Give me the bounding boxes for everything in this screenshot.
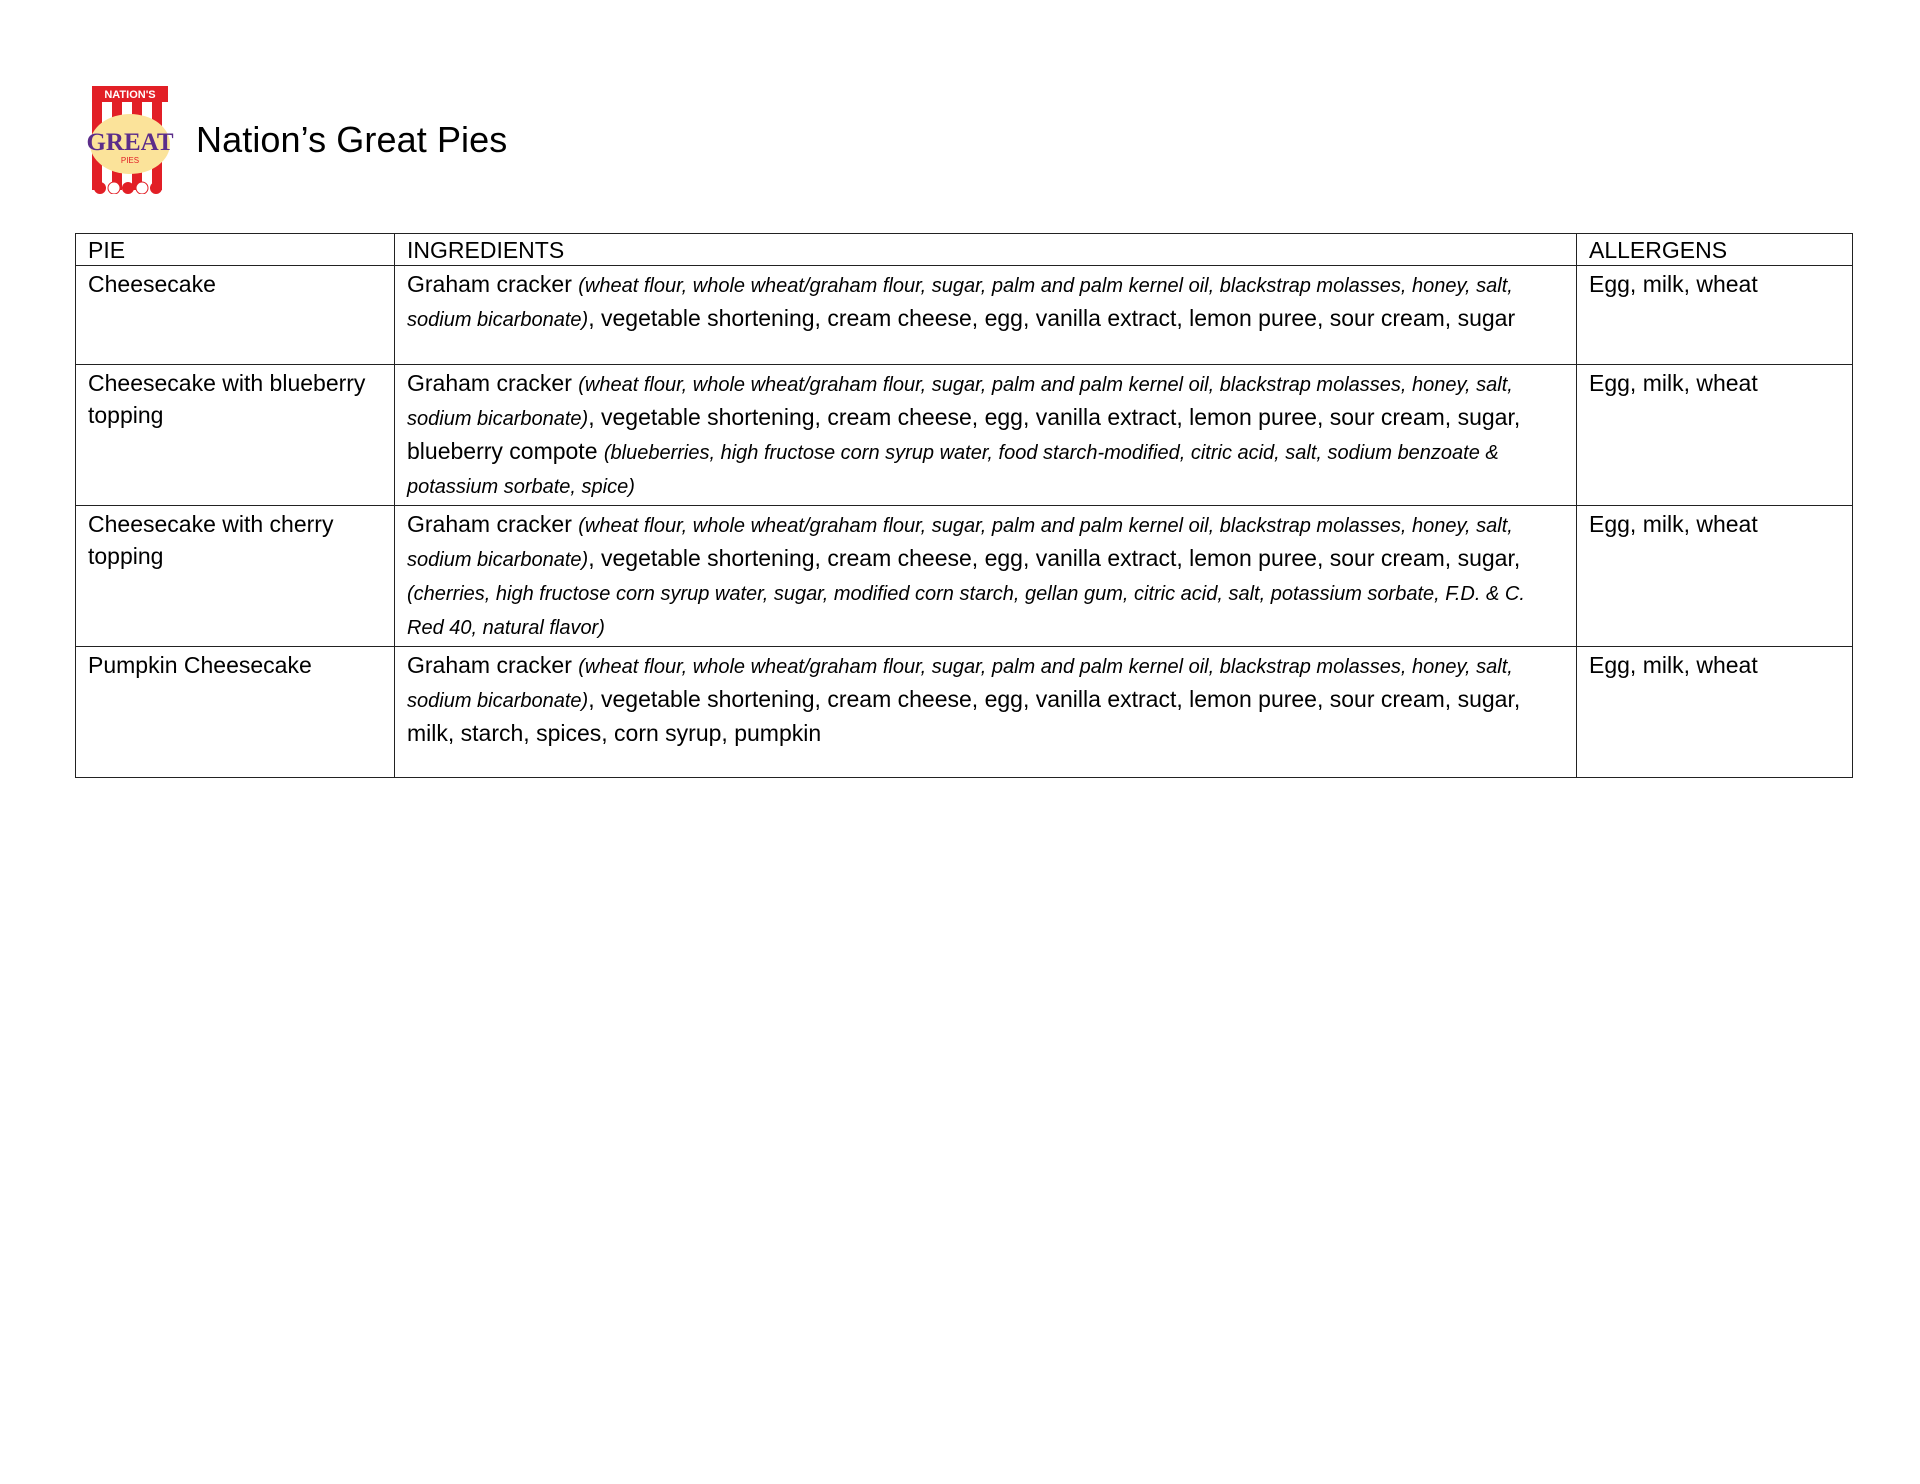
ingredients-cell: [395, 365, 1577, 506]
ingredients-cell: [395, 266, 1577, 365]
table-row: [76, 365, 1853, 506]
header-pie: PIE: [76, 234, 395, 266]
nations-great-pies-logo: [80, 86, 180, 194]
pie-name: Cheesecake: [76, 266, 395, 365]
page-header: [80, 86, 507, 194]
pie-name: Cheesecake with cherry topping: [76, 506, 395, 647]
allergens-cell: Egg, milk, wheat: [1577, 266, 1853, 365]
ingredient-segment: (wheat flour, whole wheat/graham flour, sugar, palm and palm kernel oil, blackstrap molasses, honey, salt, sodium bicarbonate): [407, 656, 1513, 712]
table-row: [76, 266, 1853, 365]
ingredient-segment: Graham cracker: [407, 511, 579, 537]
ingredient-segment: (wheat flour, whole wheat/graham flour, sugar, palm and palm kernel oil, blackstrap molasses, honey, salt, sodium bicarbonate): [407, 374, 1513, 430]
ingredient-segment: (wheat flour, whole wheat/graham flour, sugar, palm and palm kernel oil, blackstrap molasses, honey, salt, sodium bicarbonate): [407, 515, 1513, 571]
pie-ingredients-table: [75, 233, 1853, 778]
table-header-row: [76, 234, 1853, 266]
allergens-cell: Egg, milk, wheat: [1577, 506, 1853, 647]
ingredients-text: [407, 508, 1564, 644]
ingredients-text: [407, 367, 1564, 503]
table-row: [76, 506, 1853, 647]
allergens-cell: Egg, milk, wheat: [1577, 365, 1853, 506]
logo-top-text: NATION'S: [104, 89, 156, 101]
ingredient-segment: , vegetable shortening, cream cheese, egg, vanilla extract, lemon puree, sour cream, sugar: [588, 305, 1516, 331]
allergens-cell: Egg, milk, wheat: [1577, 647, 1853, 778]
ingredient-segment: , vegetable shortening, cream cheese, egg, vanilla extract, lemon puree, sour cream, sugar, blueberry compote: [407, 404, 1521, 464]
ingredients-cell: [395, 506, 1577, 647]
ingredient-segment: Graham cracker: [407, 271, 579, 297]
ingredients-text: [407, 649, 1564, 749]
header-allergens: ALLERGENS: [1577, 234, 1853, 266]
header-ingredients: INGREDIENTS: [395, 234, 1577, 266]
logo-main-text: GREAT: [86, 129, 174, 156]
ingredient-segment: (cherries, high fructose corn syrup water, sugar, modified corn starch, gellan gum, citric acid, salt, potassium sorbate, F.D. & C. Red 40, natural flavor): [407, 583, 1525, 639]
brand-title: Nation’s Great Pies: [196, 119, 508, 160]
ingredient-segment: (blueberries, high fructose corn syrup water, food starch-modified, citric acid, salt, sodium benzoate & potassium sorbate, spice): [407, 442, 1499, 498]
ingredient-segment: , vegetable shortening, cream cheese, egg, vanilla extract, lemon puree, sour cream, sugar, milk, starch, spices, corn syrup, pumpkin: [407, 686, 1521, 746]
ingredients-text: [407, 268, 1564, 336]
ingredient-segment: , vegetable shortening, cream cheese, egg, vanilla extract, lemon puree, sour cream, sugar,: [588, 545, 1521, 571]
pie-name: Pumpkin Cheesecake: [76, 647, 395, 778]
ingredient-segment: Graham cracker: [407, 652, 579, 678]
pie-name: Cheesecake with blueberry topping: [76, 365, 395, 506]
ingredients-cell: [395, 647, 1577, 778]
logo-bottom-text: PIES: [120, 156, 140, 165]
ingredient-segment: Graham cracker: [407, 370, 579, 396]
table-row: [76, 647, 1853, 778]
ingredient-segment: (wheat flour, whole wheat/graham flour, sugar, palm and palm kernel oil, blackstrap molasses, honey, salt, sodium bicarbonate): [407, 275, 1513, 331]
